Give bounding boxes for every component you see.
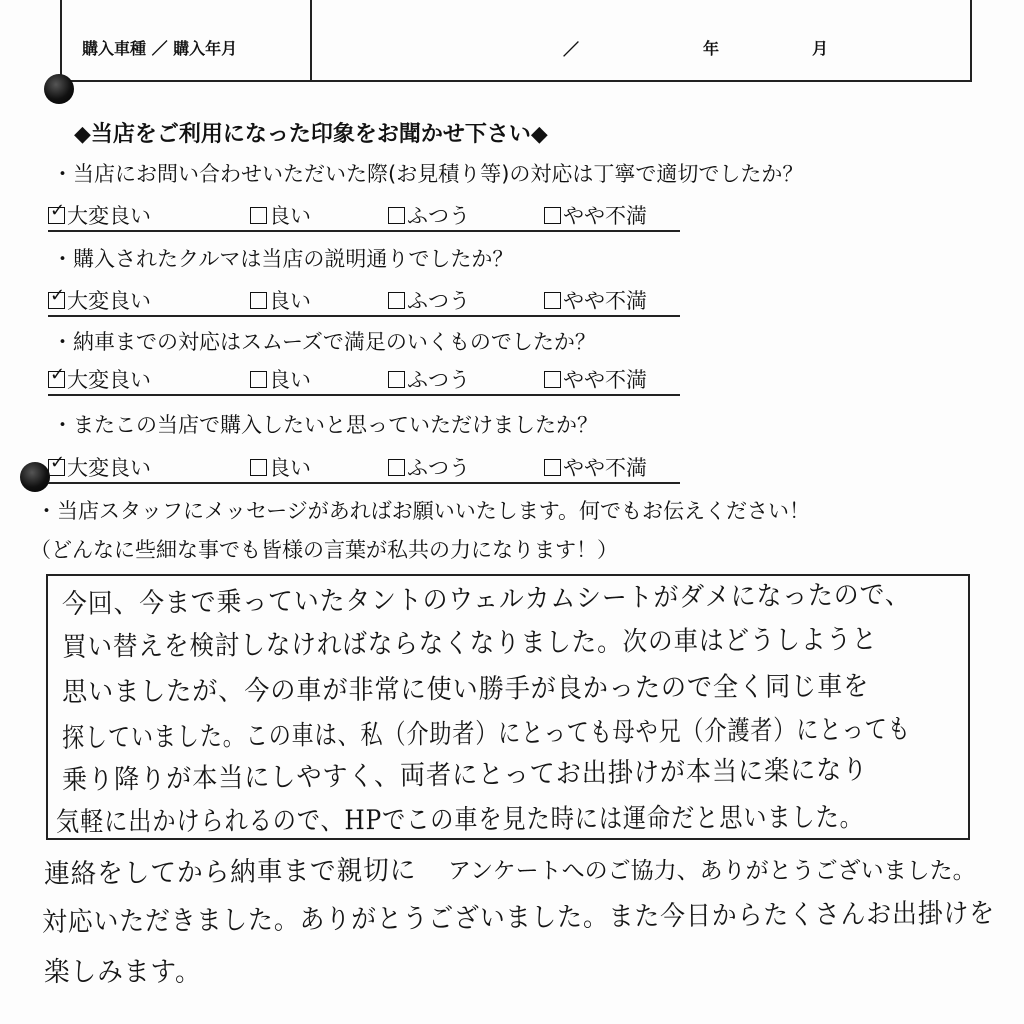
option-average[interactable]: ふつう: [388, 200, 470, 230]
option-very-good[interactable]: ✓ 大変良い: [50, 452, 151, 480]
checkbox[interactable]: [250, 292, 267, 309]
option-slightly-unsatisfied[interactable]: やや不満: [544, 200, 647, 230]
handwritten-line-4: 探していました。この車は、私（介助者）にとっても母や兄（介護者）にとっても: [61, 713, 911, 754]
checkbox-checked[interactable]: [48, 200, 66, 224]
option-good[interactable]: 良い: [250, 285, 311, 315]
option-average[interactable]: ふつう: [388, 364, 470, 394]
checkbox[interactable]: [388, 292, 405, 309]
purchase-label: 購入車種 ／ 購入年月: [82, 39, 238, 58]
options-row-1: [48, 200, 680, 232]
option-slightly-unsatisfied[interactable]: やや不満: [544, 364, 647, 394]
option-good[interactable]: 良い: [250, 200, 311, 230]
message-prompt: ・当店スタッフにメッセージがあればお願いいたします。何でもお伝えください！: [36, 499, 811, 523]
option-average[interactable]: ふつう: [388, 452, 470, 482]
handwritten-after-1: 連絡をしてから納車まで親切に: [43, 854, 417, 890]
check-mark-icon: ✓: [50, 285, 66, 306]
handwritten-line-5: 乗り降りが本当にしやすく、両者にとってお出掛けが本当に楽になり: [61, 754, 869, 796]
check-mark-icon: ✓: [50, 452, 66, 473]
binder-hole-top: [44, 74, 74, 104]
checkbox[interactable]: [250, 459, 267, 476]
options-row-2: [48, 285, 680, 317]
option-very-good[interactable]: ✓ 大変良い: [50, 200, 151, 228]
option-very-good[interactable]: ✓ 大変良い: [50, 364, 151, 392]
option-good[interactable]: 良い: [250, 452, 311, 482]
purchase-month: 月: [812, 39, 829, 58]
checkbox[interactable]: [544, 371, 561, 388]
checkbox[interactable]: [544, 292, 561, 309]
thanks-message: アンケートへのご協力、ありがとうございました。: [448, 858, 976, 884]
checkbox[interactable]: [250, 207, 267, 224]
option-slightly-unsatisfied[interactable]: やや不満: [544, 452, 647, 482]
check-mark-icon: ✓: [50, 200, 66, 221]
checkbox-checked[interactable]: [48, 364, 66, 388]
handwritten-after-2: 対応いただきました。ありがとうございました。また今日からたくさんお出掛けを: [41, 897, 996, 938]
question-2: ・購入されたクルマは当店の説明通りでしたか？: [52, 247, 514, 271]
check-mark-icon: ✓: [50, 364, 66, 385]
checkbox-checked[interactable]: [48, 285, 66, 309]
handwritten-after-3: 楽しみます。: [44, 957, 202, 988]
survey-heading: ◆当店をご利用になった印象をお聞かせ下さい◆: [74, 122, 548, 147]
checkbox[interactable]: [544, 459, 561, 476]
option-slightly-unsatisfied[interactable]: やや不満: [544, 285, 647, 315]
checkbox[interactable]: [388, 459, 405, 476]
question-3: ・納車までの対応はスムーズで満足のいくものでしたか？: [52, 330, 596, 354]
binder-hole-bottom: [20, 462, 50, 492]
handwritten-line-1: 今回、今まで乗っていたタントのウェルカムシートがダメになったので、: [61, 579, 911, 620]
checkbox[interactable]: [250, 371, 267, 388]
options-row-3: [48, 364, 680, 396]
options-row-4: [48, 452, 680, 484]
question-4: ・またこの当店で購入したいと思っていただけましたか？: [52, 413, 598, 437]
option-good[interactable]: 良い: [250, 364, 311, 394]
checkbox[interactable]: [388, 207, 405, 224]
purchase-year: 年: [703, 39, 720, 58]
message-prompt-note: （どんなに些細な事でも皆様の言葉が私共の力になります！）: [30, 538, 618, 562]
checkbox[interactable]: [544, 207, 561, 224]
option-very-good[interactable]: ✓ 大変良い: [50, 285, 151, 313]
checkbox-checked[interactable]: [48, 452, 66, 476]
purchase-slash: ／: [563, 40, 580, 59]
question-1: ・当店にお問い合わせいただいた際(お見積り等)の対応は丁寧で適切でしたか？: [52, 162, 804, 186]
handwritten-line-6: 気軽に出かけられるので、HPでこの車を見た時には運命だと思いました。: [55, 802, 864, 838]
option-average[interactable]: ふつう: [388, 285, 470, 315]
handwritten-line-3: 思いましたが、今の車が非常に使い勝手が良かったので全く同じ車を: [61, 670, 870, 708]
handwritten-line-2: 買い替えを検討しなければならなくなりました。次の車はどうしようと: [61, 624, 878, 663]
table-divider: [310, 0, 312, 82]
checkbox[interactable]: [388, 371, 405, 388]
